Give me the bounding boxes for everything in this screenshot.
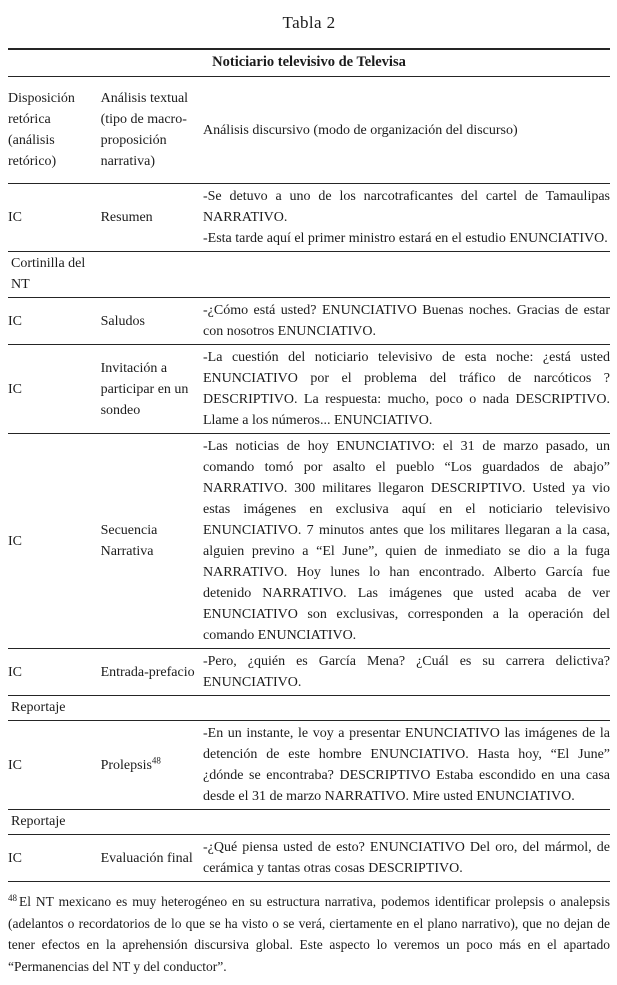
column-headers-row (8, 77, 610, 184)
table-header-row (8, 49, 610, 77)
cell-disposicion: IC (8, 381, 22, 397)
discourse-paragraph: -Se detuvo a uno de los narcotraficantes del cartel de Tamaulipas NARRATIVO. (202, 189, 610, 225)
cell-analisis-discursivo (203, 649, 610, 696)
discourse-paragraph: -Esta tarde aquí el primer ministro estará en el estudio ENUNCIATIVO. (202, 231, 608, 246)
cell-disposicion: IC (8, 850, 22, 866)
cell-analisis-discursivo (203, 298, 610, 345)
prolepsis-label: Prolepsis (100, 757, 152, 773)
footnote-marker-superscript: 48 (151, 754, 161, 765)
cell-analisis-discursivo (203, 434, 610, 649)
table-row-entrada-prefacio (8, 649, 610, 696)
table-row-prolepsis (8, 721, 610, 810)
table-row-invitacion-sondeo (8, 345, 610, 434)
cell-macro-proposicion: Saludos (100, 313, 145, 329)
discourse-paragraph: -¿Qué piensa usted de esto? ENUNCIATIVO Del oro, del mármol, de cerámica y tantas otras cosas DESCRIPTIVO. (202, 840, 610, 876)
table-title: Tabla 2 (282, 13, 336, 32)
cell-macro-proposicion (101, 721, 203, 810)
cell-analisis-discursivo (203, 345, 610, 434)
discourse-paragraph: -La cuestión del noticiario televisivo de esta noche: ¿está usted ENUNCIATIVO por el problema del tráfico de narcóticos ? DESCRIPTIVO. La respuesta: mucho, poco o nada DESCRIPTIVO. Llame a los números... ENUNCIATIVO. (202, 350, 610, 428)
section-label: Cortinilla del NT (11, 256, 86, 292)
column-header-analisis-textual: Análisis textual (tipo de macro-proposición narrativa) (100, 91, 189, 169)
table-row-evaluacion-final (8, 835, 610, 882)
table-row-cortinilla (8, 252, 610, 298)
cell-macro-proposicion: Resumen (100, 210, 153, 225)
cell-analisis-discursivo (203, 184, 610, 252)
table-row-secuencia-narrativa (8, 434, 610, 649)
table-header-title: Noticiario televisivo de Televisa (8, 49, 610, 77)
discourse-paragraph: -¿Cómo está usted? ENUNCIATIVO Buenas noches. Gracias de estar con nosotros ENUNCIATIVO. (202, 303, 610, 339)
section-label: Reportaje (11, 700, 66, 715)
cell-disposicion: IC (8, 664, 22, 680)
section-label: Reportaje (11, 814, 66, 829)
analysis-table (8, 48, 610, 882)
discourse-paragraph: -En un instante, le voy a presentar ENUNCIATIVO las imágenes de la detención de este hombre ENUNCIATIVO. Hasta hoy, “El June” ¿dónde se encontraba? DESCRIPTIVO Estaba escondido en una casa desde el 31 de marzo NARRATIVO. Mire usted ENUNCIATIVO. (202, 726, 610, 804)
column-header-disposicion-retorica: Disposición retórica (análisis retórico) (8, 91, 75, 169)
cell-analisis-discursivo (203, 835, 610, 882)
cell-analisis-discursivo (203, 721, 610, 810)
cell-disposicion: IC (8, 210, 22, 225)
discourse-paragraph: -Las noticias de hoy ENUNCIATIVO: el 31 de marzo pasado, un comando tomó por asalto el pueblo “Los guardados de abajo” NARRATIVO. 300 militares llegaron DESCRIPTIVO. Usted ya vio estas imágenes en exclusiva aquí en el noticiario televisivo ENUNCIATIVO. 7 minutos antes que los militares llegaran a la casa, alguien previno a “El June”, quien de inmediato se dio a la fuga NARRATIVO. Hoy lunes lo han encontrado. Alberto García fue detenido NARRATIVO. Las imágenes que usted acaba de ver ENUNCIATIVO son exclusivas, corresponden a la operación del comando ENUNCIATIVO. (202, 439, 610, 643)
footnote-text: El NT mexicano es muy heterogéneo en su estructura narrativa, podemos identificar prolepsis o analepsis (adelantos o recordatorios de lo que se ha visto o se verá, ciertamente en el plano narrativo), que no dejan de tener efectos en la aprehensión discursiva global. Este aspecto lo veremos un poco más en el apartado “Permanencias del NT y del conductor”. (8, 894, 610, 974)
footnote-number: 48 (8, 892, 17, 903)
cell-macro-proposicion: Evaluación final (100, 850, 193, 866)
footnote (8, 891, 610, 977)
table-row-resumen (8, 184, 610, 252)
column-header-analisis-discursivo: Análisis discursivo (modo de organización del discurso) (202, 122, 518, 138)
cell-macro-proposicion: Entrada-prefacio (100, 664, 195, 680)
table-row-reportaje-1 (8, 696, 610, 721)
cell-macro-proposicion: Secuencia Narrativa (100, 523, 158, 559)
table-row-reportaje-2 (8, 810, 610, 835)
cell-macro-proposicion: Invitación a participar en un sondeo (100, 360, 189, 418)
cell-disposicion: IC (8, 757, 22, 773)
table-row-saludos (8, 298, 610, 345)
discourse-paragraph: -Pero, ¿quién es García Mena? ¿Cuál es su carrera delictiva? ENUNCIATIVO. (202, 654, 610, 690)
cell-disposicion: IC (8, 313, 22, 329)
cell-disposicion: IC (8, 533, 22, 549)
